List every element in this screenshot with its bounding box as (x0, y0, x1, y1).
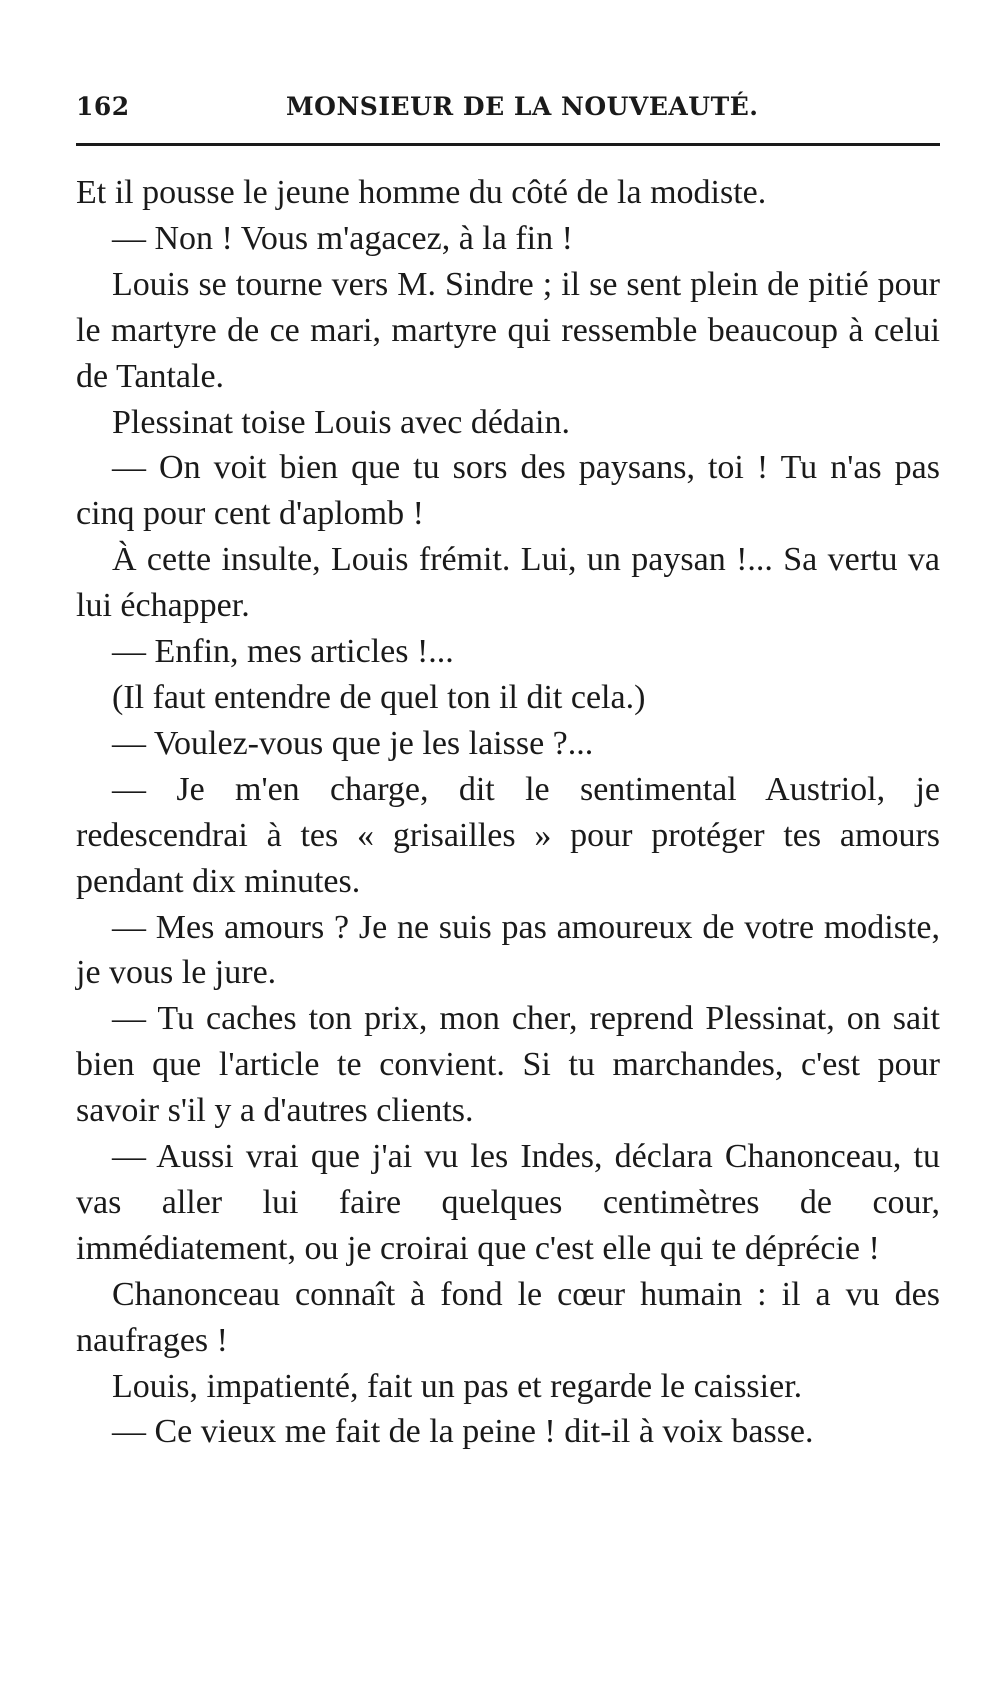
paragraph: — Mes amours ? Je ne suis pas amoureux de votre modiste, je vous le jure. (76, 908, 940, 992)
running-title: MONSIEUR DE LA NOUVEAUTÉ. (286, 92, 759, 121)
paragraph: Louis, impatienté, fait un pas et regarde le caissier. (112, 1367, 803, 1405)
paragraph: Chanonceau connaît à fond le cœur humain : il a vu des naufrages ! (76, 1275, 940, 1359)
paragraph: — Tu caches ton prix, mon cher, reprend Plessinat, on sait bien que l'article te convient. Si tu marchandes, c'est pour savoir s'il y a d'autres clients. (76, 1000, 940, 1130)
paragraph: — Je m'en charge, dit le sentimental Austriol, je redescendrai à tes « grisailles » pour protéger tes amours pendant dix minutes. (76, 770, 940, 900)
paragraph: — Ce vieux me fait de la peine ! dit-il à voix basse. (112, 1413, 814, 1451)
body-text (76, 170, 940, 1455)
paragraph: — Non ! Vous m'agacez, à la fin ! (112, 219, 573, 257)
paragraph: (Il faut entendre de quel ton il dit cela.) (112, 678, 646, 716)
paragraph: Et il pousse le jeune homme du côté de la modiste. (76, 174, 767, 211)
paragraph: À cette insulte, Louis frémit. Lui, un paysan !... Sa vertu va lui échapper. (76, 541, 940, 625)
page-header (76, 92, 938, 132)
paragraph: — On voit bien que tu sors des paysans, toi ! Tu n'as pas cinq pour cent d'aplomb ! (76, 449, 940, 533)
paragraph: — Enfin, mes articles !... (112, 633, 454, 671)
paragraph: Louis se tourne vers M. Sindre ; il se sent plein de pitié pour le martyre de ce mari, martyre qui ressemble beaucoup à celui de Tantale. (76, 265, 940, 395)
paragraph: — Aussi vrai que j'ai vu les Indes, déclara Chanonceau, tu vas aller lui faire quelques centimètres de cour, immédiatement, ou je croirai que c'est elle qui te déprécie ! (76, 1138, 940, 1267)
page-number: 162 (76, 92, 130, 121)
paragraph: — Voulez-vous que je les laisse ?... (112, 724, 594, 762)
header-rule (76, 143, 940, 146)
paragraph: Plessinat toise Louis avec dédain. (112, 403, 570, 441)
